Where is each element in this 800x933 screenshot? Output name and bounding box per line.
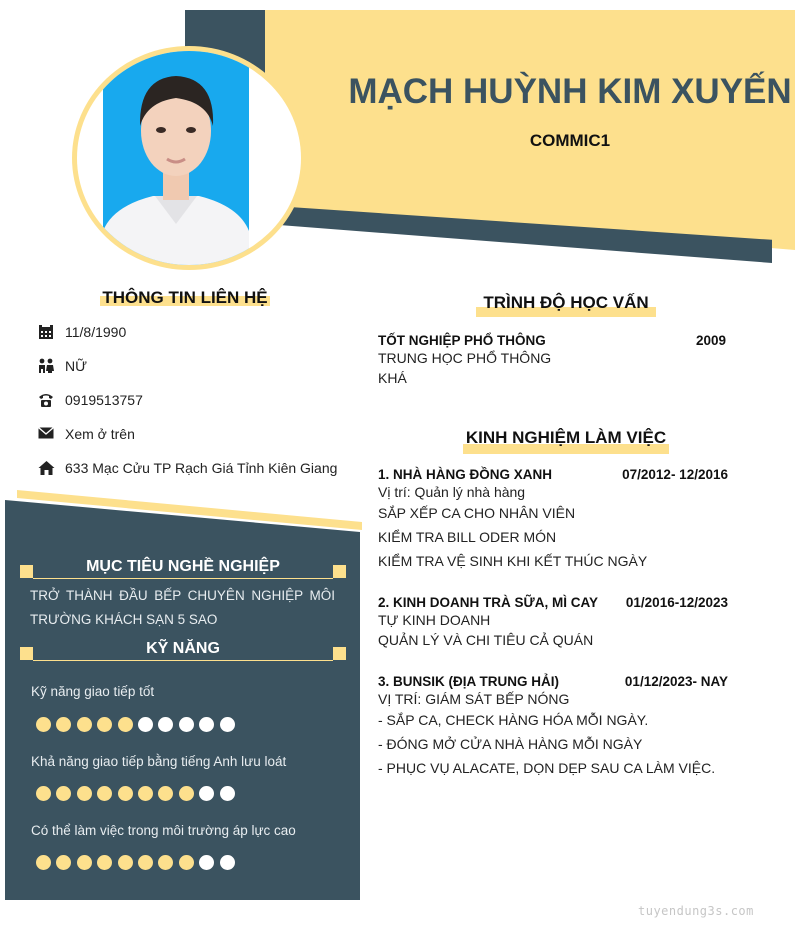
job-2-header — [378, 595, 728, 610]
rating-dot-filled — [158, 786, 173, 801]
skills-title: KỸ NĂNG — [146, 640, 220, 657]
objective-right-marker — [333, 565, 346, 578]
rating-dot-empty — [220, 786, 235, 801]
contact-title: THÔNG TIN LIÊN HỆ — [102, 288, 268, 307]
education-title: TRÌNH ĐỘ HỌC VẤN — [483, 293, 649, 312]
rating-dot-filled — [56, 786, 71, 801]
job-1-role: Vị trí: Quản lý nhà hàng — [378, 484, 526, 500]
rating-dot-filled — [97, 717, 112, 732]
objective-line-2: TRƯỜNG KHÁCH SẠN 5 SAO — [30, 612, 218, 627]
skill-label-2: Khả năng giao tiếp bằng tiếng Anh lưu loát — [31, 754, 287, 769]
candidate-name: MẠCH HUỲNH KIM XUYẾN — [348, 72, 792, 111]
objective-underline — [33, 578, 333, 579]
skill-rating-3 — [36, 855, 235, 870]
rating-dot-filled — [56, 855, 71, 870]
job-1-company: 1. NHÀ HÀNG ĐỒNG XANH — [378, 467, 553, 482]
rating-dot-filled — [118, 786, 133, 801]
rating-dot-filled — [77, 786, 92, 801]
job-3-header — [378, 674, 728, 689]
rating-dot-empty — [220, 855, 235, 870]
rating-dot-filled — [118, 855, 133, 870]
avatar — [77, 51, 301, 265]
rating-dot-empty — [138, 717, 153, 732]
objective-left-marker — [20, 565, 33, 578]
rating-dot-empty — [179, 717, 194, 732]
job-1-duty: SẮP XẾP CA CHO NHÂN VIÊN — [378, 505, 576, 521]
job-2-company: 2. KINH DOANH TRÀ SỮA, MÌ CAY — [378, 595, 598, 610]
person-silhouette-icon — [103, 51, 249, 265]
job-1-period: 07/2012- 12/2016 — [622, 467, 728, 482]
job-2-role: TỰ KINH DOANH — [378, 612, 491, 628]
contact-birthdate-text: 11/8/1990 — [65, 324, 127, 340]
skill-label-3: Có thể làm việc trong môi trường áp lực cao — [31, 823, 296, 838]
rating-dot-filled — [36, 717, 51, 732]
rating-dot-filled — [36, 786, 51, 801]
education-degree-row — [378, 333, 728, 348]
education-grade: KHÁ — [378, 370, 407, 386]
rating-dot-filled — [56, 717, 71, 732]
email-icon — [38, 426, 56, 442]
rating-dot-empty — [199, 717, 214, 732]
skill-rating-2 — [36, 786, 235, 801]
skills-underline — [33, 660, 333, 661]
rating-dot-filled — [179, 786, 194, 801]
contact-address-text: 633 Mạc Cửu TP Rạch Giá Tỉnh Kiên Giang — [65, 460, 338, 476]
contact-gender-text: NỮ — [65, 358, 88, 374]
skills-left-marker — [20, 647, 33, 660]
rating-dot-filled — [138, 786, 153, 801]
calendar-icon — [38, 324, 56, 340]
objective-title: MỤC TIÊU NGHỀ NGHIỆP — [86, 558, 280, 575]
skill-label-1: Kỹ năng giao tiếp tốt — [31, 684, 155, 699]
rating-dot-filled — [179, 855, 194, 870]
education-degree: TỐT NGHIỆP PHỔ THÔNG — [378, 333, 546, 348]
rating-dot-empty — [199, 855, 214, 870]
education-year: 2009 — [695, 333, 726, 348]
rating-dot-filled — [97, 855, 112, 870]
job-3-role: VỊ TRÍ: GIÁM SÁT BẾP NÓNG — [378, 691, 570, 707]
rating-dot-empty — [199, 786, 214, 801]
rating-dot-empty — [220, 717, 235, 732]
rating-dot-filled — [77, 855, 92, 870]
job-1-duty: KIỂM TRA BILL ODER MÓN — [378, 529, 557, 545]
contact-phone-text: 0919513757 — [65, 392, 143, 408]
rating-dot-filled — [138, 855, 153, 870]
job-1-header — [378, 467, 728, 482]
home-icon — [38, 460, 56, 476]
rating-dot-filled — [118, 717, 133, 732]
rating-dot-filled — [97, 786, 112, 801]
experience-title: KINH NGHIỆM LÀM VIỆC — [465, 428, 667, 447]
job-3-company: 3. BUNSIK (ĐỊA TRUNG HẢI) — [378, 674, 559, 689]
watermark: tuyendung3s.com — [638, 904, 754, 918]
contact-email-text: Xem ở trên — [65, 426, 135, 442]
contact-email — [38, 424, 135, 444]
job-3-duty: - SẮP CA, CHECK HÀNG HÓA MỖI NGÀY. — [378, 712, 649, 728]
job-3-duty: - ĐÓNG MỞ CỬA NHÀ HÀNG MỖI NGÀY — [378, 736, 643, 752]
education-school: TRUNG HỌC PHỔ THÔNG — [378, 350, 552, 366]
contact-phone — [38, 390, 143, 410]
contact-birthdate — [38, 322, 126, 342]
job-2-duty: QUẢN LÝ VÀ CHI TIÊU CẢ QUÁN — [378, 632, 594, 648]
skills-right-marker — [333, 647, 346, 660]
objective-line-1: TRỞ THÀNH ĐẦU BẾP CHUYÊN NGHIỆP MÔI — [30, 588, 335, 603]
profile-photo — [103, 51, 249, 265]
gender-icon — [38, 358, 56, 374]
job-3-period: 01/12/2023- NAY — [624, 674, 728, 689]
job-1-duty: KIỂM TRA VỆ SINH KHI KẾT THÚC NGÀY — [378, 553, 648, 569]
rating-dot-empty — [158, 717, 173, 732]
skill-rating-1 — [36, 717, 235, 732]
candidate-subtitle: COMMIC1 — [529, 131, 611, 150]
contact-address — [38, 458, 337, 478]
rating-dot-filled — [158, 855, 173, 870]
phone-icon — [38, 392, 56, 408]
job-2-period: 01/2016-12/2023 — [625, 595, 728, 610]
rating-dot-filled — [36, 855, 51, 870]
rating-dot-filled — [77, 717, 92, 732]
contact-gender — [38, 356, 87, 376]
job-3-duty: - PHỤC VỤ ALACATE, DỌN DẸP SAU CA LÀM VIỆC. — [378, 760, 716, 776]
